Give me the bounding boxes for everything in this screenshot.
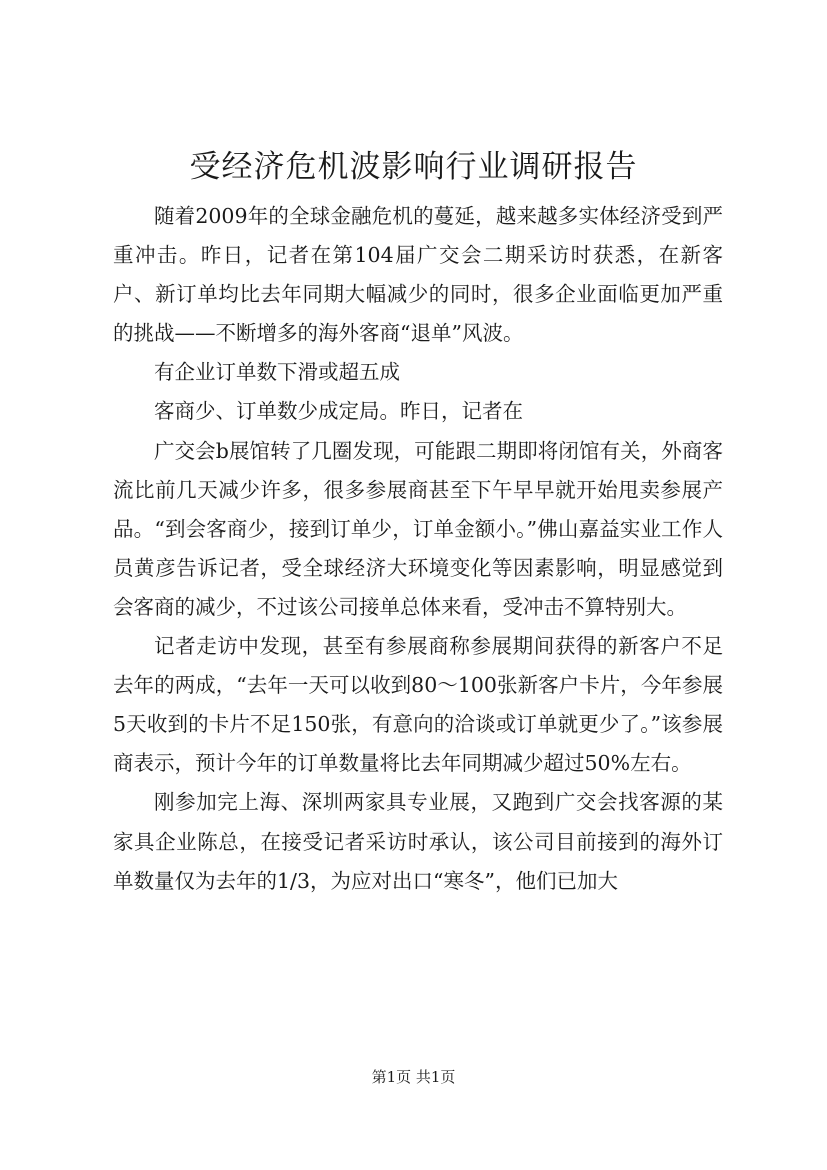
paragraph-intro: 随着2009年的全球金融危机的蔓延，越来越多实体经济受到严重冲击。昨日，记者在第104届广交会二期采访时获悉，在新客户、新订单均比去年同期大幅减少的同时，很多企业面临更加严重的挑战——不断增多的海外客商“退单”风波。	[113, 204, 723, 346]
page-footer: 第1页 共1页	[371, 1068, 456, 1086]
paragraph-furniture: 刚参加完上海、深圳两家具专业展，又跑到广交会找客源的某家具企业陈总，在接受记者采访时承认，该公司目前接到的海外订单数量仅为去年的1/3，为应对出口“寒冬”，他们已加大	[113, 790, 723, 893]
paragraph-exhibitor: 记者走访中发现，甚至有参展商称参展期间获得的新客户不足去年的两成，“去年一天可以收到80～100张新客户卡片，今年参展5天收到的卡片不足150张，有意向的洽谈或订单就更少了。”该参展商表示，预计今年的订单数量将比去年同期减少超过50%左右。	[113, 634, 723, 776]
paragraph-canton-fair: 广交会b展馆转了几圈发现，可能跟二期即将闭馆有关，外商客流比前几天减少许多，很多参展商甚至下午早早就开始甩卖参展产品。“到会客商少，接到订单少，订单金额小。”佛山嘉益实业工作人员黄彦告诉记者，受全球经济大环境变化等因素影响，明显感觉到会客商的减少，不过该公司接单总体来看，受冲击不算特别大。	[113, 438, 723, 619]
document-body	[113, 197, 723, 901]
paragraph-short: 客商少、订单数少成定局。昨日，记者在	[154, 399, 523, 424]
paragraph-subheading: 有企业订单数下滑或超五成	[154, 360, 400, 385]
document-title: 受经济危机波影响行业调研报告	[189, 149, 638, 185]
